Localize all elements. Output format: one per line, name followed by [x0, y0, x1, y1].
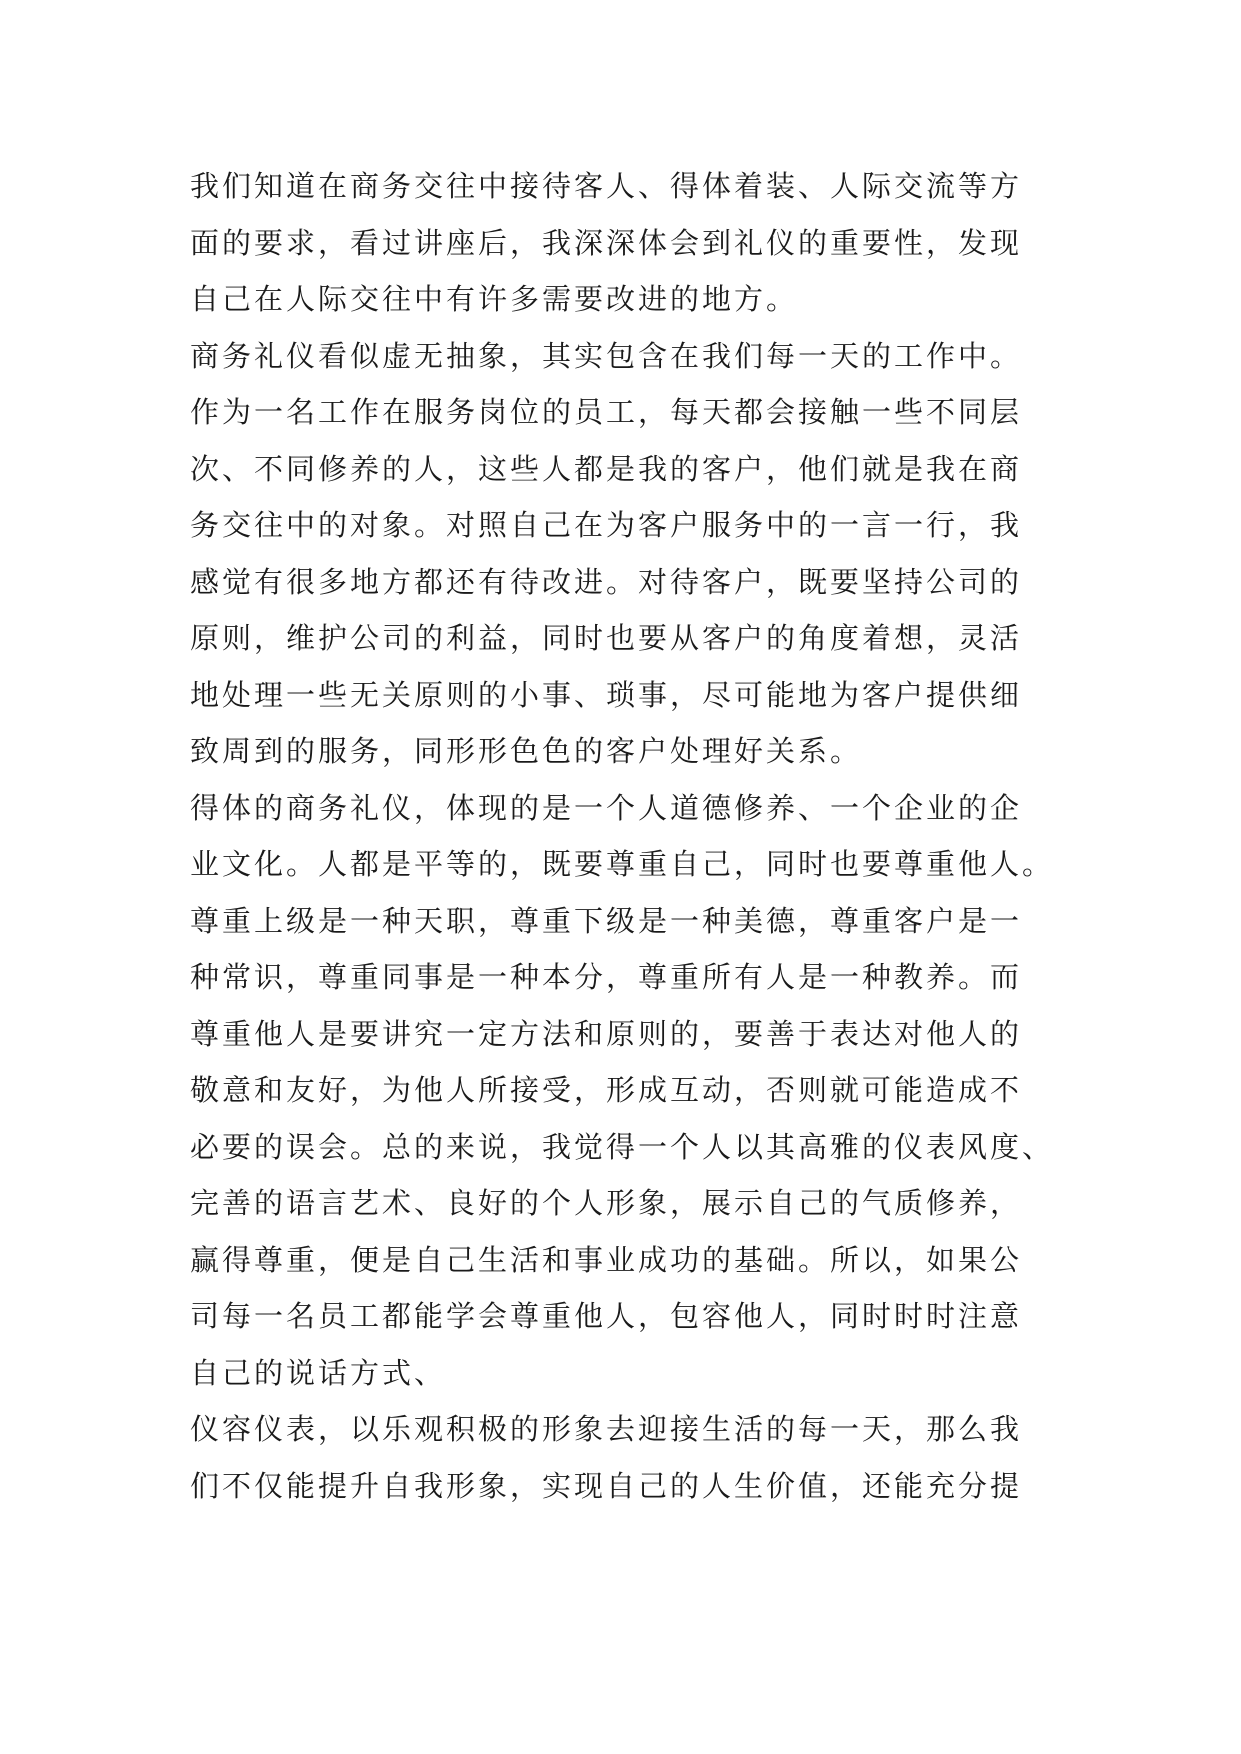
text-line: 商务礼仪看似虚无抽象，其实包含在我们每一天的工作中。	[190, 338, 1023, 373]
text-line: 完善的语言艺术、良好的个人形象，展示自己的气质修养，	[190, 1186, 1023, 1220]
text-line: 作为一名工作在服务岗位的员工，每天都会接触一些不同层	[190, 395, 1023, 429]
text-line: 赢得尊重，便是自己生活和事业成功的基础。所以，如果公	[190, 1242, 1023, 1277]
text-line: 自己在人际交往中有许多需要改进的地方。	[190, 282, 799, 316]
text-line: 们不仅能提升自我形象，实现自己的人生价值，还能充分提	[190, 1468, 1023, 1503]
body-text	[190, 158, 1060, 1514]
text-line: 自己的说话方式、	[190, 1355, 447, 1390]
text-line: 仪容仪表，以乐观积极的形象去迎接生活的每一天，那么我	[190, 1412, 1023, 1446]
text-line: 原则，维护公司的利益，同时也要从客户的角度着想，灵活	[190, 621, 1023, 655]
text-line: 司每一名员工都能学会尊重他人，包容他人，同时时时注意	[190, 1299, 1023, 1333]
text-line: 我们知道在商务交往中接待客人、得体着装、人际交流等方	[190, 169, 1023, 203]
text-line: 敬意和友好，为他人所接受，形成互动，否则就可能造成不	[190, 1073, 1023, 1107]
text-line: 务交往中的对象。对照自己在为客户服务中的一言一行，我	[190, 508, 1023, 542]
text-line: 业文化。人都是平等的，既要尊重自己，同时也要尊重他人。	[190, 847, 1055, 881]
text-line: 面的要求，看过讲座后，我深深体会到礼仪的重要性，发现	[190, 225, 1023, 260]
text-line: 致周到的服务，同形形色色的客户处理好关系。	[190, 734, 863, 768]
text-line: 感觉有很多地方都还有待改进。对待客户，既要坚持公司的	[190, 564, 1023, 599]
text-line: 必要的误会。总的来说，我觉得一个人以其高雅的仪表风度、	[190, 1129, 1055, 1164]
text-line: 尊重他人是要讲究一定方法和原则的，要善于表达对他人的	[190, 1016, 1023, 1051]
text-line: 种常识，尊重同事是一种本分，尊重所有人是一种教养。而	[190, 960, 1023, 994]
text-line: 尊重上级是一种天职，尊重下级是一种美德，尊重客户是一	[190, 903, 1023, 938]
text-line: 次、不同修养的人，这些人都是我的客户，他们就是我在商	[190, 451, 1023, 486]
text-line: 地处理一些无关原则的小事、琐事，尽可能地为客户提供细	[190, 677, 1023, 712]
text-line: 得体的商务礼仪，体现的是一个人道德修养、一个企业的企	[190, 790, 1023, 825]
